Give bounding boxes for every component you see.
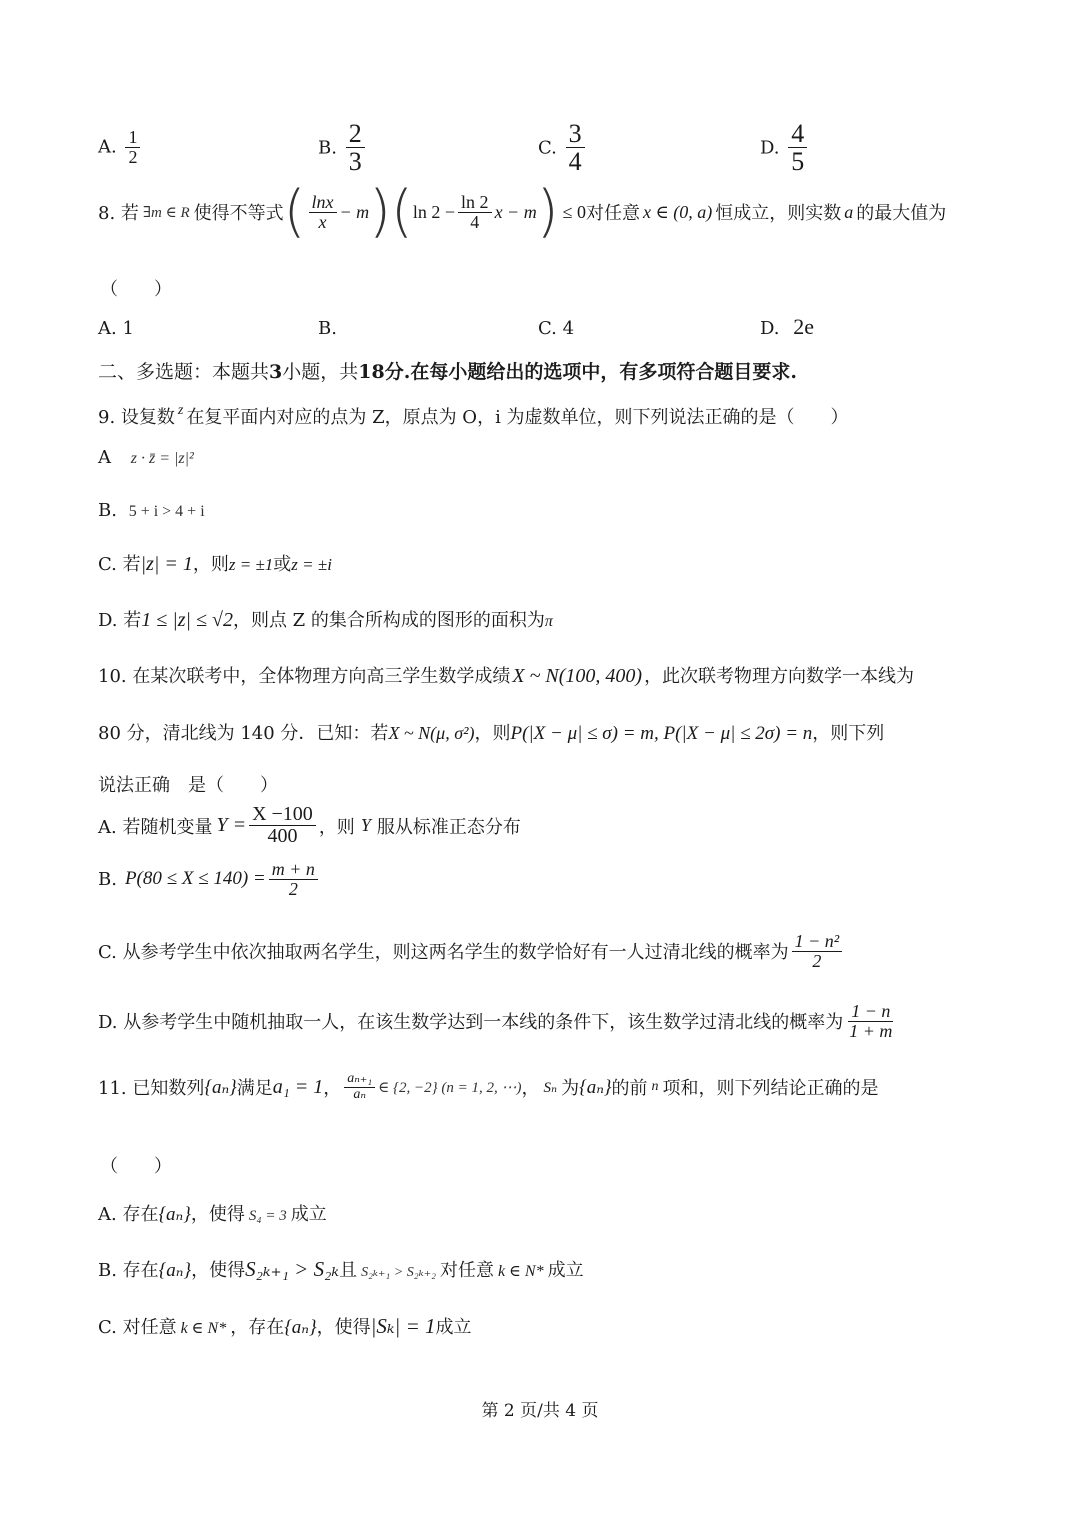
- q7-option-a: A. $\frac{1}{2}$: [98, 128, 143, 167]
- q8-option-d: D. 2e: [760, 314, 815, 339]
- q9-option-a: A z · z̄ = |z|²: [98, 447, 194, 468]
- q10-option-c: C. 从参考学生中依次抽取两名学生，则这两名学生的数学恰好有一人过清北线的概率为 $\frac{\text{1 − n²}}{2}$: [98, 932, 845, 971]
- q9-option-c: C. 若|z| = 1，则z = ±1或z = ±i: [98, 553, 332, 575]
- q11-option-c: C. 对任意 k ∈ N* ，存在{aₙ}，使得|Sₖ| = 1成立: [98, 1314, 472, 1338]
- q9-stem: 9. 设复数 $^z$ 在复平面内对应的点为 Z，原点为 O，i 为虚数单位，则下列说法正确的是（ ）: [98, 403, 849, 428]
- q11-stem: 11. 已知数列 {aₙ} 满足 a₁ = 1 ， $\frac{\text{aₙ₊₁}}{\text{aₙ}}$ ∈ {2, −2} (n = 1, 2, ⋯) ， Sₙ 为 {aₙ} 的前 n 项和，则下列结论正确的是: [98, 1071, 879, 1102]
- page-footer: 第 2 页/共 4 页: [481, 1401, 599, 1421]
- q7-option-c: C. $\frac{3}{4}$: [538, 120, 588, 176]
- q11-option-b: B. 存在{aₙ}，使得S₂ₖ₊₁ > S₂ₖ且 S₂ₖ₊₁ > S₂ₖ₊₂ 对任意 k ∈ N* 成立: [98, 1257, 584, 1281]
- q11-answer-blank: （ ）: [100, 1156, 172, 1177]
- q10-stem-line1: 10. 在某次联考中，全体物理方向高三学生数学成绩 X ~ N(100, 400) ，此次联考物理方向数学一本线为: [98, 665, 915, 687]
- q8-option-a: A. 1: [98, 318, 134, 339]
- q8-option-b: B.: [318, 318, 337, 339]
- q9-option-d: D. 若1 ≤ |z| ≤ √2，则点 Z 的集合所构成的图形的面积为π: [98, 609, 553, 631]
- q7-option-b: B. $\frac{2}{3}$: [318, 120, 368, 176]
- q11-option-a: A. 存在{aₙ}，使得 S₄ = 3 成立: [98, 1204, 327, 1225]
- q8-option-c: C. 4: [538, 318, 575, 339]
- q10-option-a: A. 若随机变量 Y = $\frac{X -100}{400}$ ，则 Y 服从标准正态分布: [98, 803, 521, 847]
- q8-stem: 8. 若 ∃m ∈ R 使得不等式 ( $\frac{\ln x}{x}$ − m ) ( ln 2 − $\frac{\ln 2}{4}$ x − m ) ≤ 0 对任意 x ∈ (0, a) 恒成立，则实数 a 的最大值为: [98, 179, 947, 244]
- q10-option-b: B. P(80 ≤ X ≤ 140) = $\frac{m + n}{2}$: [98, 860, 321, 899]
- q10-stem-line2: 80 分，清北线为 140 分．已知：若X ~ N(μ, σ²)，则P(|X − μ| ≤ σ) = m, P(|X − μ| ≤ 2σ) = n，则下列: [98, 723, 885, 744]
- q9-option-b: B. 5 + i > 4 + i: [98, 500, 205, 521]
- q10-stem-line3: 说法正确 是（ ）: [98, 775, 278, 796]
- q8-answer-blank: （ ）: [100, 279, 172, 300]
- section-title: 二、多选题：本题共3小题，共18分.在每小题给出的选项中，有多项符合题目要求.: [98, 361, 797, 383]
- q10-option-d: D. 从参考学生中随机抽取一人，在该生数学达到一本线的条件下，该生数学过清北线的概率为 $\frac{1 - n}{1 + m}$: [98, 1001, 893, 1041]
- q7-option-d: D. $\frac{4}{5}$: [760, 120, 810, 176]
